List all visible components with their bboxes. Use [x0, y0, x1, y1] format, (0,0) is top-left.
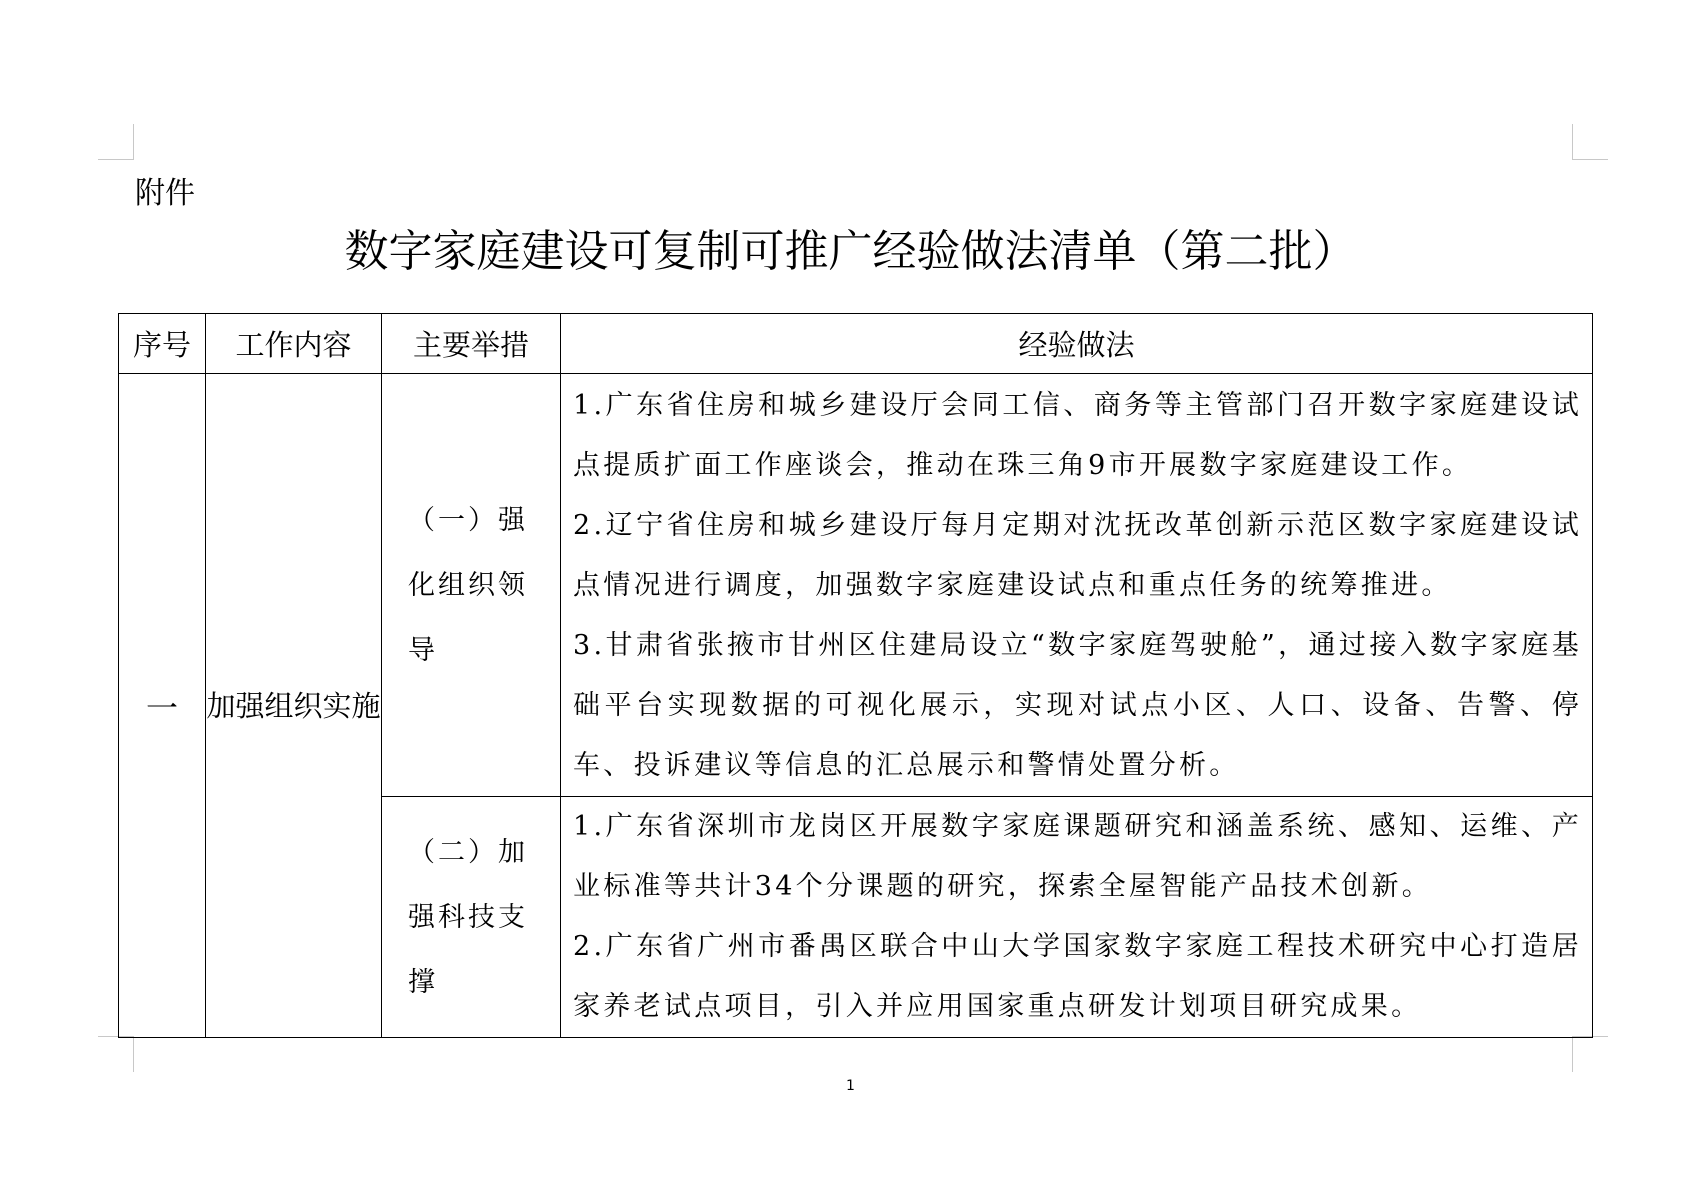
measure-label: （一）强化组织领导 [382, 374, 561, 797]
document-title: 数字家庭建设可复制可推广经验做法清单（第二批） [344, 226, 1357, 277]
crop-mark-top-left-horizontal [98, 159, 134, 160]
measure-label: （二）加强科技支撑 [382, 797, 561, 1038]
header-seq: 序号 [119, 314, 206, 374]
experience-item: 1.广东省住房和城乡建设厅会同工信、商务等主管部门召开数字家庭建设试点提质扩面工作座谈会，推动在珠三角9市开展数字家庭建设工作。 [573, 390, 1582, 481]
experience-item: 2.广东省广州市番禺区联合中山大学国家数字家庭工程技术研究中心打造居家养老试点项目，引入并应用国家重点研发计划项目研究成果。 [573, 931, 1582, 1022]
crop-mark-top-right-vertical [1572, 124, 1573, 160]
experience-cell [561, 374, 1593, 797]
row-seq-number: 一 [119, 374, 206, 1038]
crop-mark-bottom-right-vertical [1572, 1036, 1573, 1072]
experience-item: 1.广东省深圳市龙岗区开展数字家庭课题研究和涵盖系统、感知、运维、产业标准等共计34个分课题的研究，探索全屋智能产品技术创新。 [573, 811, 1582, 902]
header-work-content: 工作内容 [206, 314, 382, 374]
header-main-measures: 主要举措 [382, 314, 561, 374]
crop-mark-top-right-horizontal [1572, 159, 1608, 160]
table-header-row [119, 314, 1593, 374]
experience-item: 2.辽宁省住房和城乡建设厅每月定期对沈抚改革创新示范区数字家庭建设试点情况进行调度，加强数字家庭建设试点和重点任务的统筹推进。 [573, 510, 1582, 601]
experience-cell [561, 797, 1593, 1038]
crop-mark-top-left-vertical [133, 124, 134, 160]
header-experience: 经验做法 [561, 314, 1593, 374]
experience-item: 3.甘肃省张掖市甘州区住建局设立“数字家庭驾驶舱”，通过接入数字家庭基础平台实现数据的可视化展示，实现对试点小区、人口、设备、告警、停车、投诉建议等信息的汇总展示和警情处置分析。 [573, 630, 1582, 781]
experience-table [118, 313, 1593, 1038]
row-work-content: 加强组织实施 [206, 374, 382, 1038]
page-number: 1 [846, 1078, 855, 1094]
attachment-label: 附件 [135, 176, 195, 211]
crop-mark-bottom-left-vertical [133, 1036, 134, 1072]
table-row [119, 374, 1593, 797]
